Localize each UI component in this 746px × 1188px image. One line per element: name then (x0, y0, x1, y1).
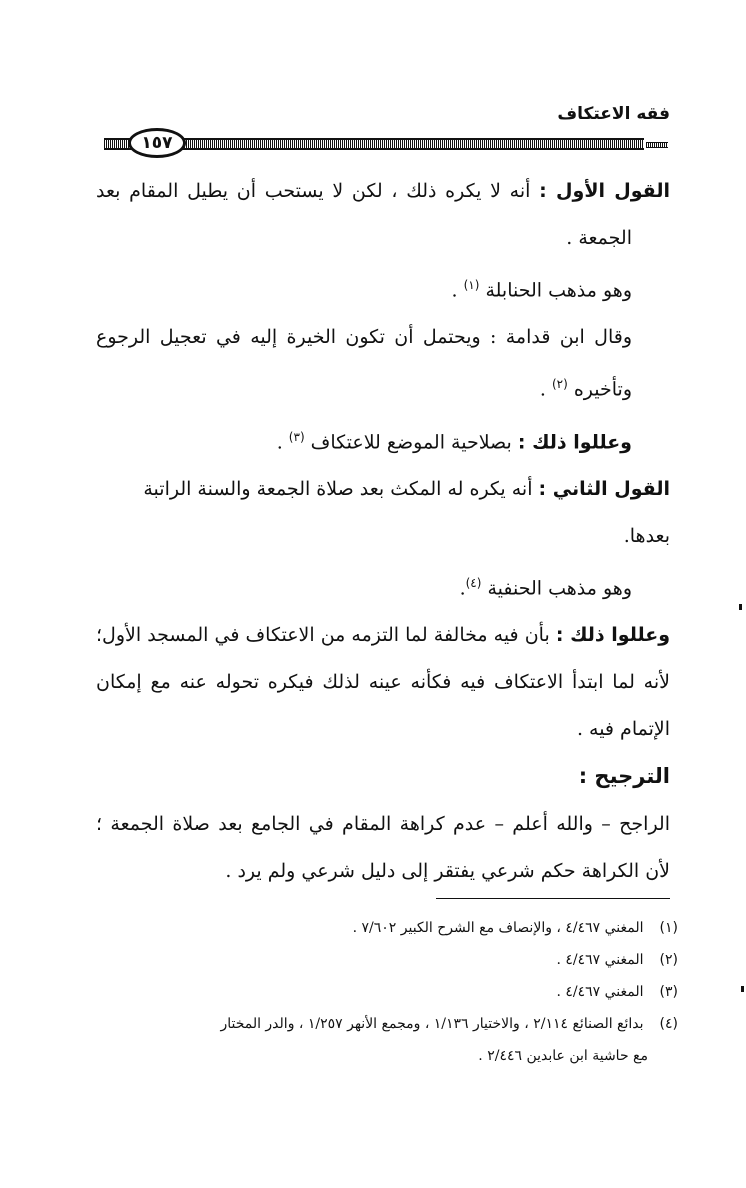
main-text (96, 168, 670, 895)
paragraph-1-cont: الجمعة . (566, 227, 632, 249)
footnotes (96, 912, 678, 1072)
first-opinion-text: أنه لا يكره ذلك ، لكن لا يستحب أن يطيل المقام بعد (96, 180, 531, 202)
footnote-text: المغني ٤/٤٦٧ . (556, 984, 644, 1000)
footnote-ref-4: (٤) (465, 575, 482, 590)
paragraph-6 (96, 560, 670, 612)
footnote-4 (96, 1008, 678, 1040)
paragraph-3: وقال ابن قدامة : ويحتمل أن تكون الخيرة إليه في تعجيل الرجوع (96, 326, 632, 349)
footnote-ref-3: (٣) (288, 429, 305, 444)
second-opinion-text: أنه يكره له المكث بعد صلاة الجمعة والسنة الراتبة بعدها. (143, 477, 670, 547)
footnote-text: بدائع الصنائع ٢/١١٤ ، والاختيار ١/١٣٦ ، ومجمع الأنهر ١/٢٥٧ ، والدر المختار (220, 1016, 644, 1032)
paragraph-7-cont2: الإتمام فيه . (576, 718, 670, 741)
footnote-number: (٢) (659, 952, 678, 968)
paragraph-2-end: . (451, 279, 458, 302)
paragraph-6-end: . (459, 577, 466, 600)
paragraph-8-cont: لأن الكراهة حكم شرعي يفتقر إلى دليل شرعي ولم يرد . (225, 860, 670, 883)
reasoning-text-2: بأن فيه مخالفة لما التزمه من الاعتكاف في المسجد الأول؛ (96, 624, 550, 647)
reasoning-label-2: وعللوا ذلك : (555, 624, 671, 647)
footnote-ref-2: (٢) (551, 377, 568, 392)
footnote-number: (٤) (659, 1016, 678, 1032)
paragraph-4 (96, 414, 670, 466)
paragraph-3-cont (96, 361, 670, 413)
page-number: ١٥٧ (128, 128, 186, 158)
tarjih-label: الترجيح : (578, 764, 670, 789)
tarjih-heading (96, 753, 670, 801)
footnote-number: (١) (659, 920, 678, 936)
paragraph-4-end: . (276, 430, 283, 453)
scan-speck (741, 986, 744, 992)
hanafi-text: وهو مذهب الحنفية (487, 577, 632, 600)
footnote-text: المغني ٤/٤٦٧ ، والإنصاف مع الشرح الكبير ٧/٦٠٢ . (352, 920, 644, 936)
footnote-2 (96, 944, 678, 976)
footnote-separator (436, 898, 670, 899)
paragraph-8: الراجح – والله أعلم – عدم كراهة المقام في الجامع بعد صلاة الجمعة ؛ (96, 813, 670, 836)
reasoning-text-1: بصلاحية الموضع للاعتكاف (310, 430, 512, 453)
scan-speck (739, 604, 742, 610)
paragraph-5 (96, 466, 670, 560)
footnote-number: (٣) (659, 984, 678, 1000)
second-opinion-label: القول الثاني : (538, 477, 670, 500)
header-rule-short (646, 142, 668, 148)
footnote-text: المغني ٤/٤٦٧ . (556, 952, 644, 968)
running-title: فقه الاعتكاف (557, 104, 670, 124)
takhir-text: وتأخيره (573, 378, 632, 401)
footnote-4-cont: مع حاشية ابن عابدين ٢/٤٤٦ . (478, 1048, 648, 1064)
paragraph-7 (96, 612, 670, 659)
footnote-3 (96, 976, 678, 1008)
paragraph-7-cont1: لأنه لما ابتدأ الاعتكاف فيه فكأنه عينه لذلك فيكره تحوله عنه مع إمكان (96, 671, 670, 694)
reasoning-label-1: وعللوا ذلك : (517, 430, 632, 453)
footnote-ref-1: (١) (463, 278, 480, 292)
paragraph-3-end: . (539, 378, 546, 401)
first-opinion-label: القول الأول : (539, 180, 670, 202)
hanbali-text: وهو مذهب الحنابلة (485, 279, 632, 302)
paragraph-1 (96, 168, 670, 215)
paragraph-2 (96, 262, 670, 314)
footnote-1 (96, 912, 678, 944)
